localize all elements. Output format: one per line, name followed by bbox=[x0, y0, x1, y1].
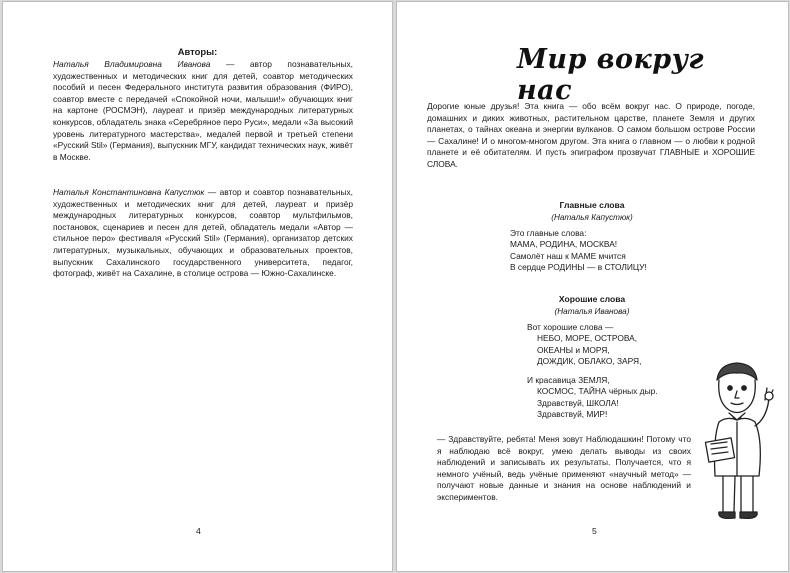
author2-name: Наталья Константиновна Капустюк bbox=[53, 187, 205, 197]
poem-line: И красавица ЗЕМЛЯ, bbox=[527, 375, 610, 385]
left-page bbox=[3, 2, 392, 571]
author1-name: Наталья Владимировна Иванова bbox=[53, 59, 211, 69]
poem2-stanza1 bbox=[527, 322, 641, 368]
poem-line: МАМА, РОДИНА, МОСКВА! bbox=[510, 239, 618, 250]
author1-bio bbox=[53, 59, 353, 163]
poem-line: Вот хорошие слова — bbox=[527, 322, 614, 332]
poem2-title: Хорошие слова bbox=[558, 294, 626, 304]
page-number-left: 4 bbox=[196, 526, 201, 536]
poem-line: Самолёт наш к МАМЕ мчится bbox=[510, 250, 626, 261]
poem-line: ДОЖДИК, ОБЛАКО, ЗАРЯ, bbox=[537, 356, 642, 367]
poem-line: КОСМОС, ТАЙНА чёрных дыр. bbox=[537, 386, 658, 397]
poem1-author: (Наталья Капустюк) bbox=[551, 213, 633, 222]
poem2-author: (Наталья Иванова) bbox=[554, 307, 630, 316]
right-page bbox=[397, 2, 788, 571]
page-number-right: 5 bbox=[592, 526, 597, 536]
poem2-stanza2 bbox=[527, 375, 658, 421]
poem1-title: Главные слова bbox=[559, 200, 625, 210]
poem-line: В сердце РОДИНЫ — в СТОЛИЦУ! bbox=[510, 262, 647, 273]
poem1-lines bbox=[510, 228, 647, 274]
poem-line: Здравствуй, ШКОЛА! bbox=[537, 397, 619, 408]
closing-paragraph: — Здравствуйте, ребята! Меня зовут Наблюдашкин! Потому что я наблюдаю всё вокруг, умею делать выводы из своих наблюдений и записывать их результаты. Получается, что я немного учёный, ведь учёные применяют «научный метод» — получают новые данные и знания на основе наблюдений и экспериментов. bbox=[437, 434, 691, 502]
author1-text: — автор познавательных, художественных и методических книг для детей, соавтор методических пособий и песен Федерального института развития образования (ФИРО), соавтор вместе с передачей «Спокойной ночи, малыши!» обучающих книг на картоне (РОСМЭН), лауреат и призёр международных литературных конкурсов, обладатель знака «Серебряное перо Руси», медали «За высокий уровень литературного мастерства», медалей первой и третьей степени «Русский Stil» (Германия), выпускник МГУ, кандидат технических наук, живёт в Москве. bbox=[53, 59, 353, 162]
poem-line: Это главные слова: bbox=[510, 228, 587, 238]
author2-bio bbox=[53, 187, 353, 280]
poem-line: ОКЕАНЫ и МОРЯ, bbox=[537, 344, 610, 355]
chapter-title: Мир вокруг нас bbox=[517, 44, 705, 106]
poem-line: НЕБО, МОРЕ, ОСТРОВА, bbox=[537, 333, 638, 344]
authors-heading: Авторы: bbox=[177, 46, 218, 57]
poem-line: Здравствуй, МИР! bbox=[537, 409, 608, 420]
intro-paragraph: Дорогие юные друзья! Эта книга — обо всём вокруг нас. О природе, погоде, домашних и диких животных, растительном царстве, планете Земля и других планетах, о тайнах океана и энергии вулканов. О самом большом острове России — Сахалине! И о многом-многом другом. Эта книга о главном — о любви к родной планете и её обитателям. И пусть эпиграфом прозвучат ГЛАВНЫЕ и ХОРОШИЕ СЛОВА. bbox=[427, 101, 755, 169]
author2-text: — автор и соавтор познавательных, художественных и методических книг для детей, лауреат и призёр международных литературных конкурсов, соавтор мультфильмов, постановок, сценариев и песен для детей, обладатель медали «Автор — стильное перо» фестиваля «Русский Stil» (Германия), организатор детских литературных, музыкальных, обучающих и образовательных проектов, выпускник Сахалинского государственного университета, педагог, фотограф, живёт на Сахалине, в столице острова — Южно-Сахалинске. bbox=[53, 187, 353, 279]
naturalist-boy-illustration bbox=[697, 358, 779, 526]
